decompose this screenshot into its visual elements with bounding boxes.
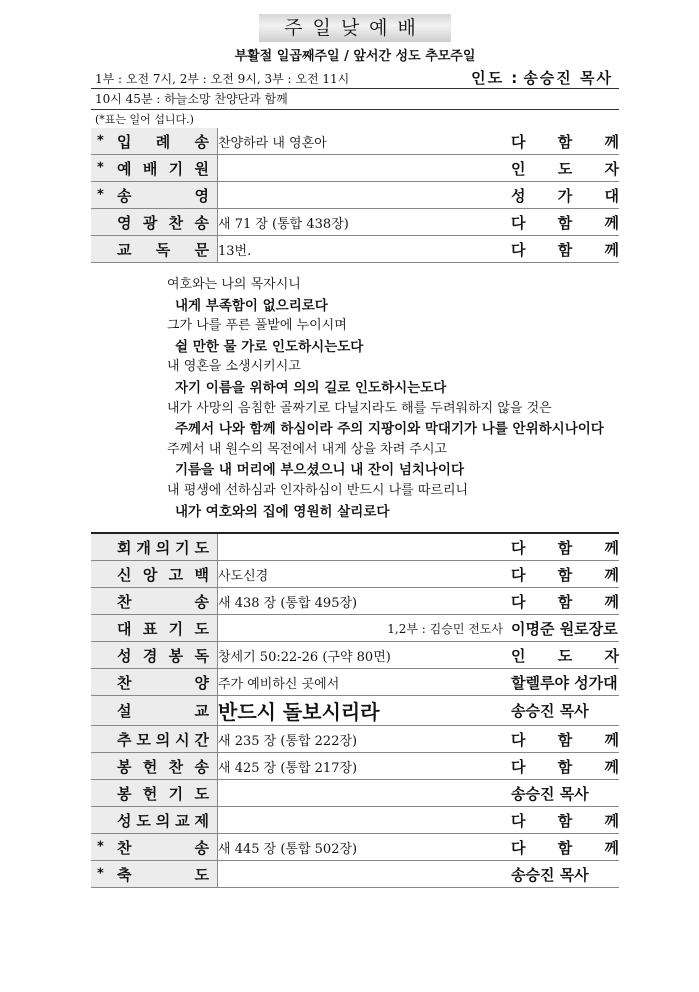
order-label-text: 영 광 찬 송	[117, 213, 209, 232]
order-label	[91, 807, 218, 834]
participant-text: 다 함 께	[511, 240, 619, 259]
order-content	[218, 236, 512, 263]
page-title: 주일낮예배	[259, 14, 451, 42]
stand-mark: *	[97, 187, 104, 203]
order-content	[218, 615, 512, 642]
order-content	[218, 726, 512, 753]
participant-text: 송승진 목사	[511, 702, 589, 721]
order-participant	[511, 155, 619, 182]
order-label	[91, 861, 218, 888]
order-content	[218, 696, 512, 726]
order-label-text: 설 교	[117, 702, 209, 721]
order-row	[91, 588, 619, 615]
order-content-text: 찬양하라 내 영혼아	[218, 135, 327, 151]
order-label	[91, 588, 218, 615]
order-row	[91, 807, 619, 834]
order-label-text: 성 도 의 교 제	[117, 811, 209, 830]
order-participant	[511, 236, 619, 263]
order-label	[91, 780, 218, 807]
order-participant	[511, 834, 619, 861]
order-content-text: 사도신경	[218, 568, 269, 584]
order-label	[91, 534, 218, 561]
order-content-text: 13번.	[218, 243, 252, 259]
order-label	[91, 669, 218, 696]
order-label	[91, 236, 218, 263]
order-participant	[511, 780, 619, 807]
reading-line-leader: 그가 나를 푸른 풀밭에 누이시며	[167, 318, 347, 334]
order-content-text: 새 235 장 (통합 222장)	[218, 733, 358, 749]
stand-mark: *	[97, 133, 104, 149]
order-row	[91, 561, 619, 588]
service-row	[91, 66, 619, 88]
reading-line-leader: 내 영혼을 소생시키시고	[167, 359, 301, 375]
order-participant	[511, 615, 619, 642]
order-content	[218, 209, 512, 236]
order-label	[91, 696, 218, 726]
stand-mark: *	[97, 866, 104, 882]
order-label-text: 봉 헌 기 도	[117, 784, 209, 803]
order-label-text: 축 도	[117, 865, 209, 884]
order-content-text: 창세기 50:22-26 (구약 80면)	[218, 649, 391, 665]
order-participant	[511, 534, 619, 561]
order-content	[218, 669, 512, 696]
order-row	[91, 669, 619, 696]
choir-note: 10시 45분 : 하늘소망 찬양단과 함께	[95, 92, 288, 106]
order-row	[91, 615, 619, 642]
reading-line-leader: 여호와는 나의 목자시니	[167, 277, 301, 292]
order-label-text: 찬 송	[117, 838, 209, 857]
order-content	[218, 753, 512, 780]
order-row	[91, 182, 619, 209]
participant-text: 다 함 께	[511, 592, 619, 611]
order-participant	[511, 642, 619, 669]
participant-text: 인 도 자	[511, 159, 619, 178]
participant-text: 다 함 께	[511, 838, 619, 857]
order-participant	[511, 128, 619, 155]
participant-text: 송승진 목사	[511, 865, 589, 884]
order-content	[218, 807, 512, 834]
order-content	[218, 155, 512, 182]
stand-note: (*표는 일어 섭니다.)	[95, 113, 194, 126]
order-participant	[511, 753, 619, 780]
order-row	[91, 236, 619, 263]
order-content	[218, 642, 512, 669]
order-label-text: 추 모 의 시 간	[117, 730, 209, 749]
order-row	[91, 861, 619, 888]
order-label	[91, 726, 218, 753]
reading-line-people: 내게 부족함이 없으리로다	[175, 297, 328, 314]
order-content	[218, 561, 512, 588]
order-label	[91, 128, 218, 155]
order-label-text: 찬 양	[117, 673, 209, 692]
order-label	[91, 615, 218, 642]
order-note: 1,2부 : 김승민 전도사	[387, 621, 503, 636]
order-row	[91, 696, 619, 726]
order-content	[218, 128, 512, 155]
reading-line-people: 주께서 나와 함께 하심이라 주의 지팡이와 막대기가 나를 안위하시나이다	[175, 421, 604, 438]
reading-line-leader: 내가 사망의 음침한 골짜기로 다닐지라도 해를 두려워하지 않을 것은	[167, 400, 552, 416]
order-label	[91, 753, 218, 780]
order-participant	[511, 807, 619, 834]
participant-text: 다 함 께	[511, 538, 619, 557]
order-label-text: 성 경 봉 독	[117, 646, 209, 665]
order-row	[91, 726, 619, 753]
reading-line-leader: 내 평생에 선하심과 인자하심이 반드시 나를 따르리니	[167, 482, 469, 498]
order-content	[218, 834, 512, 861]
order-label	[91, 642, 218, 669]
responsive-reading	[91, 263, 619, 532]
order-content-text: 새 425 장 (통합 217장)	[218, 760, 358, 776]
participant-text: 다 함 께	[511, 565, 619, 584]
order-label-text: 대 표 기 도	[117, 619, 209, 638]
order-row	[91, 209, 619, 236]
order-participant	[511, 726, 619, 753]
order-content-text: 새 438 장 (통합 495장)	[218, 595, 358, 611]
order-row	[91, 753, 619, 780]
order-participant	[511, 861, 619, 888]
order-row	[91, 128, 619, 155]
participant-text: 성 가 대	[511, 186, 619, 205]
order-label	[91, 155, 218, 182]
order-label-text: 회 개 의 기 도	[117, 538, 209, 557]
order-participant	[511, 182, 619, 209]
order-row	[91, 642, 619, 669]
order-participant	[511, 209, 619, 236]
order-content	[218, 182, 512, 209]
reading-line-people: 내가 여호와의 집에 영원히 살리로다	[175, 503, 390, 520]
reading-line-leader: 주께서 내 원수의 목전에서 내게 상을 차려 주시고	[167, 441, 448, 457]
service-times: 1부 : 오전 7시, 2부 : 오전 9시, 3부 : 오전 11시	[95, 72, 350, 86]
participant-text: 송승진 목사	[511, 784, 589, 803]
participant-text: 다 함 께	[511, 757, 619, 776]
participant-text: 할렐루야 성가대	[511, 673, 618, 692]
order-label-text: 봉 헌 찬 송	[117, 757, 209, 776]
participant-text: 이명준 원로장로	[511, 619, 618, 638]
order-label	[91, 182, 218, 209]
reading-line-people: 기름을 내 머리에 부으셨으니 내 잔이 넘치나이다	[175, 462, 465, 479]
order-label	[91, 561, 218, 588]
order-row	[91, 155, 619, 182]
order-label-text: 예 배 기 원	[117, 159, 209, 178]
stand-mark: *	[97, 839, 104, 855]
order-content-text: 주가 예비하신 곳에서	[218, 676, 340, 692]
reading-line-people: 쉴 만한 물 가로 인도하시는도다	[175, 338, 364, 355]
order-content	[218, 861, 512, 888]
order-content-text: 반드시 돌보시리라	[218, 700, 380, 725]
participant-text: 다 함 께	[511, 730, 619, 749]
order-content	[218, 588, 512, 615]
leader-name: 송승진 목사	[523, 69, 613, 87]
order-row	[91, 534, 619, 561]
order-label	[91, 209, 218, 236]
order-top-table	[91, 128, 619, 263]
order-label-text: 찬 송	[117, 592, 209, 611]
reading-line-people: 자기 이름을 위하여 의의 길로 인도하시는도다	[175, 379, 447, 396]
stand-mark: *	[97, 160, 104, 176]
order-participant	[511, 588, 619, 615]
participant-text: 다 함 께	[511, 132, 619, 151]
order-content	[218, 780, 512, 807]
page-subtitle: 부활절 일곱째주일 / 앞서간 성도 추모주일	[234, 49, 476, 64]
order-row	[91, 834, 619, 861]
order-label-text: 입 례 송	[117, 132, 209, 151]
leader	[467, 67, 613, 88]
order-label	[91, 834, 218, 861]
order-participant	[511, 669, 619, 696]
participant-text: 다 함 께	[511, 213, 619, 232]
order-label-text: 신 앙 고 백	[117, 565, 209, 584]
order-participant	[511, 696, 619, 726]
leader-label: 인도 :	[471, 69, 520, 87]
order-label-text: 교 독 문	[117, 240, 209, 259]
order-row	[91, 780, 619, 807]
participant-text: 인 도 자	[511, 646, 619, 665]
order-content	[218, 534, 512, 561]
bulletin-page	[91, 14, 619, 888]
order-bottom-table	[91, 534, 619, 888]
order-label-text: 송 영	[117, 186, 209, 205]
order-content-text: 새 71 장 (통합 438장)	[218, 216, 349, 232]
order-participant	[511, 561, 619, 588]
order-content-text: 새 445 장 (통합 502장)	[218, 841, 358, 857]
participant-text: 다 함 께	[511, 811, 619, 830]
